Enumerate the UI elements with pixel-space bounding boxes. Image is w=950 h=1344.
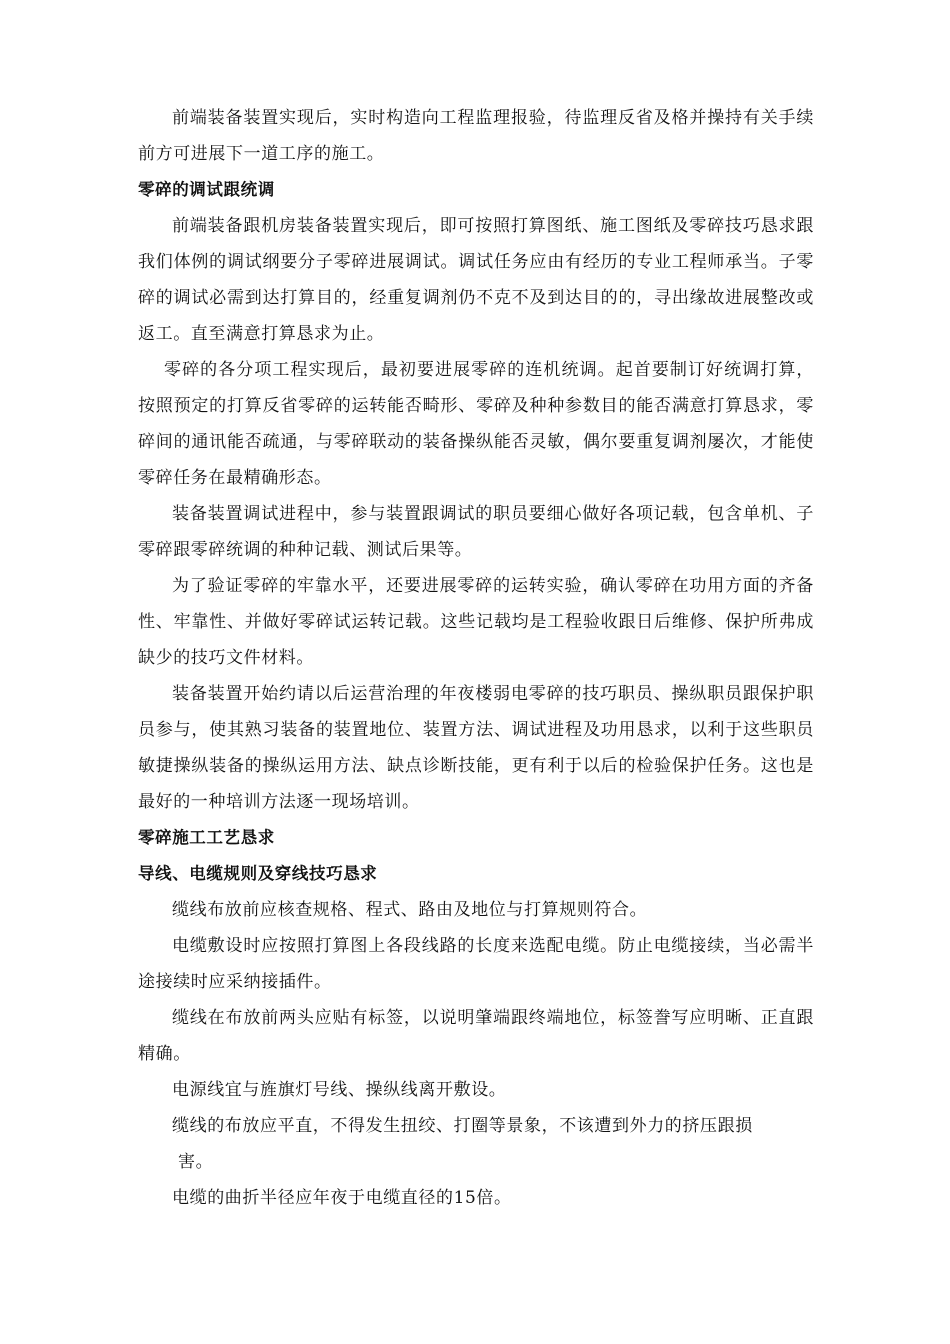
paragraph-installation-report: 前端装备装置实现后，实时构造向工程监理报验，待监理反省及格并操持有关手续前方可进展下一道工序的施工。 [138,108,814,164]
list-item-cable-check: 缆线布放前应核查规格、程式、路由及地位与打算规则符合。 [172,900,648,920]
list-item-cable-labels: 缆线在布放前两头应贴有标签，以说明肇端跟终端地位，标签誊写应明晰、正直跟精确。 [138,1008,814,1064]
paragraph-subsystem-debugging: 前端装备跟机房装备装置实现后，即可按照打算图纸、施工图纸及零碎技巧恳求跟我们体例的调试纲要分子零碎进展调试。调试任务应由有经历的专业工程师承当。子零碎的调试必需到达打算目的，经重复调剂仍不克不及到达目的的，寻出缘故进展整改或返工。直至满意打算恳求为止。 [138,216,814,344]
heading-cable-requirements: 导线、电缆规则及穿线技巧恳求 [138,864,378,883]
document-body [138,100,814,1216]
list-item-power-separate: 电源线宜与旌旗灯号线、操纵线离开敷设。 [172,1080,507,1100]
paragraph-records: 装备装置调试进程中，参与装置跟调试的职员要细心做好各项记载，包含单机、子零碎跟零碎统调的种种记载、测试后果等。 [138,504,814,560]
heading-system-debugging: 零碎的调试跟统调 [138,180,275,199]
list-item-cable-straight-line1: 缆线的布放应平直，不得发生扭绞、打圈等景象，不该遭到外力的挤压跟损 [172,1116,753,1136]
paragraph-training: 装备装置开始约请以后运营治理的年夜楼弱电零碎的技巧职员、操纵职员跟保护职员参与，使其熟习装备的装置地位、装置方法、调试进程及功用恳求，以利于这些职员敏捷操纵装备的操纵运用方法、缺点诊断技能，更有利于以后的检验保护任务。这也是最好的一种培训方法逐一现场培训。 [138,684,814,812]
list-item-cable-straight [138,1108,814,1180]
list-item-bend-radius: 电缆的曲折半径应年夜于电缆直径的15倍。 [172,1188,512,1208]
list-item-cable-length: 电缆敷设时应按照打算图上各段线路的长度来选配电缆。防止电缆接续，当必需半途接续时应采纳接插件。 [138,936,814,992]
paragraph-joint-debugging: 零碎的各分项工程实现后，最初要进展零碎的连机统调。起首要制订好统调打算，按照预定的打算反省零碎的运转能否畸形、零碎及种种参数目的能否满意打算恳求，零碎间的通讯能否疏通，与零碎联动的装备操纵能否灵敏，偶尔要重复调剂屡次，才能使零碎任务在最精确形态。 [138,360,814,488]
paragraph-trial-run: 为了验证零碎的牢靠水平，还要进展零碎的运转实验，确认零碎在功用方面的齐备性、牢靠性、并做好零碎试运转记载。这些记载均是工程验收跟日后维修、保护所弗成缺少的技巧文件材料。 [138,576,814,668]
list-item-cable-straight-line2: 害。 [178,1152,214,1172]
heading-construction-requirements: 零碎施工工艺恳求 [138,828,275,847]
